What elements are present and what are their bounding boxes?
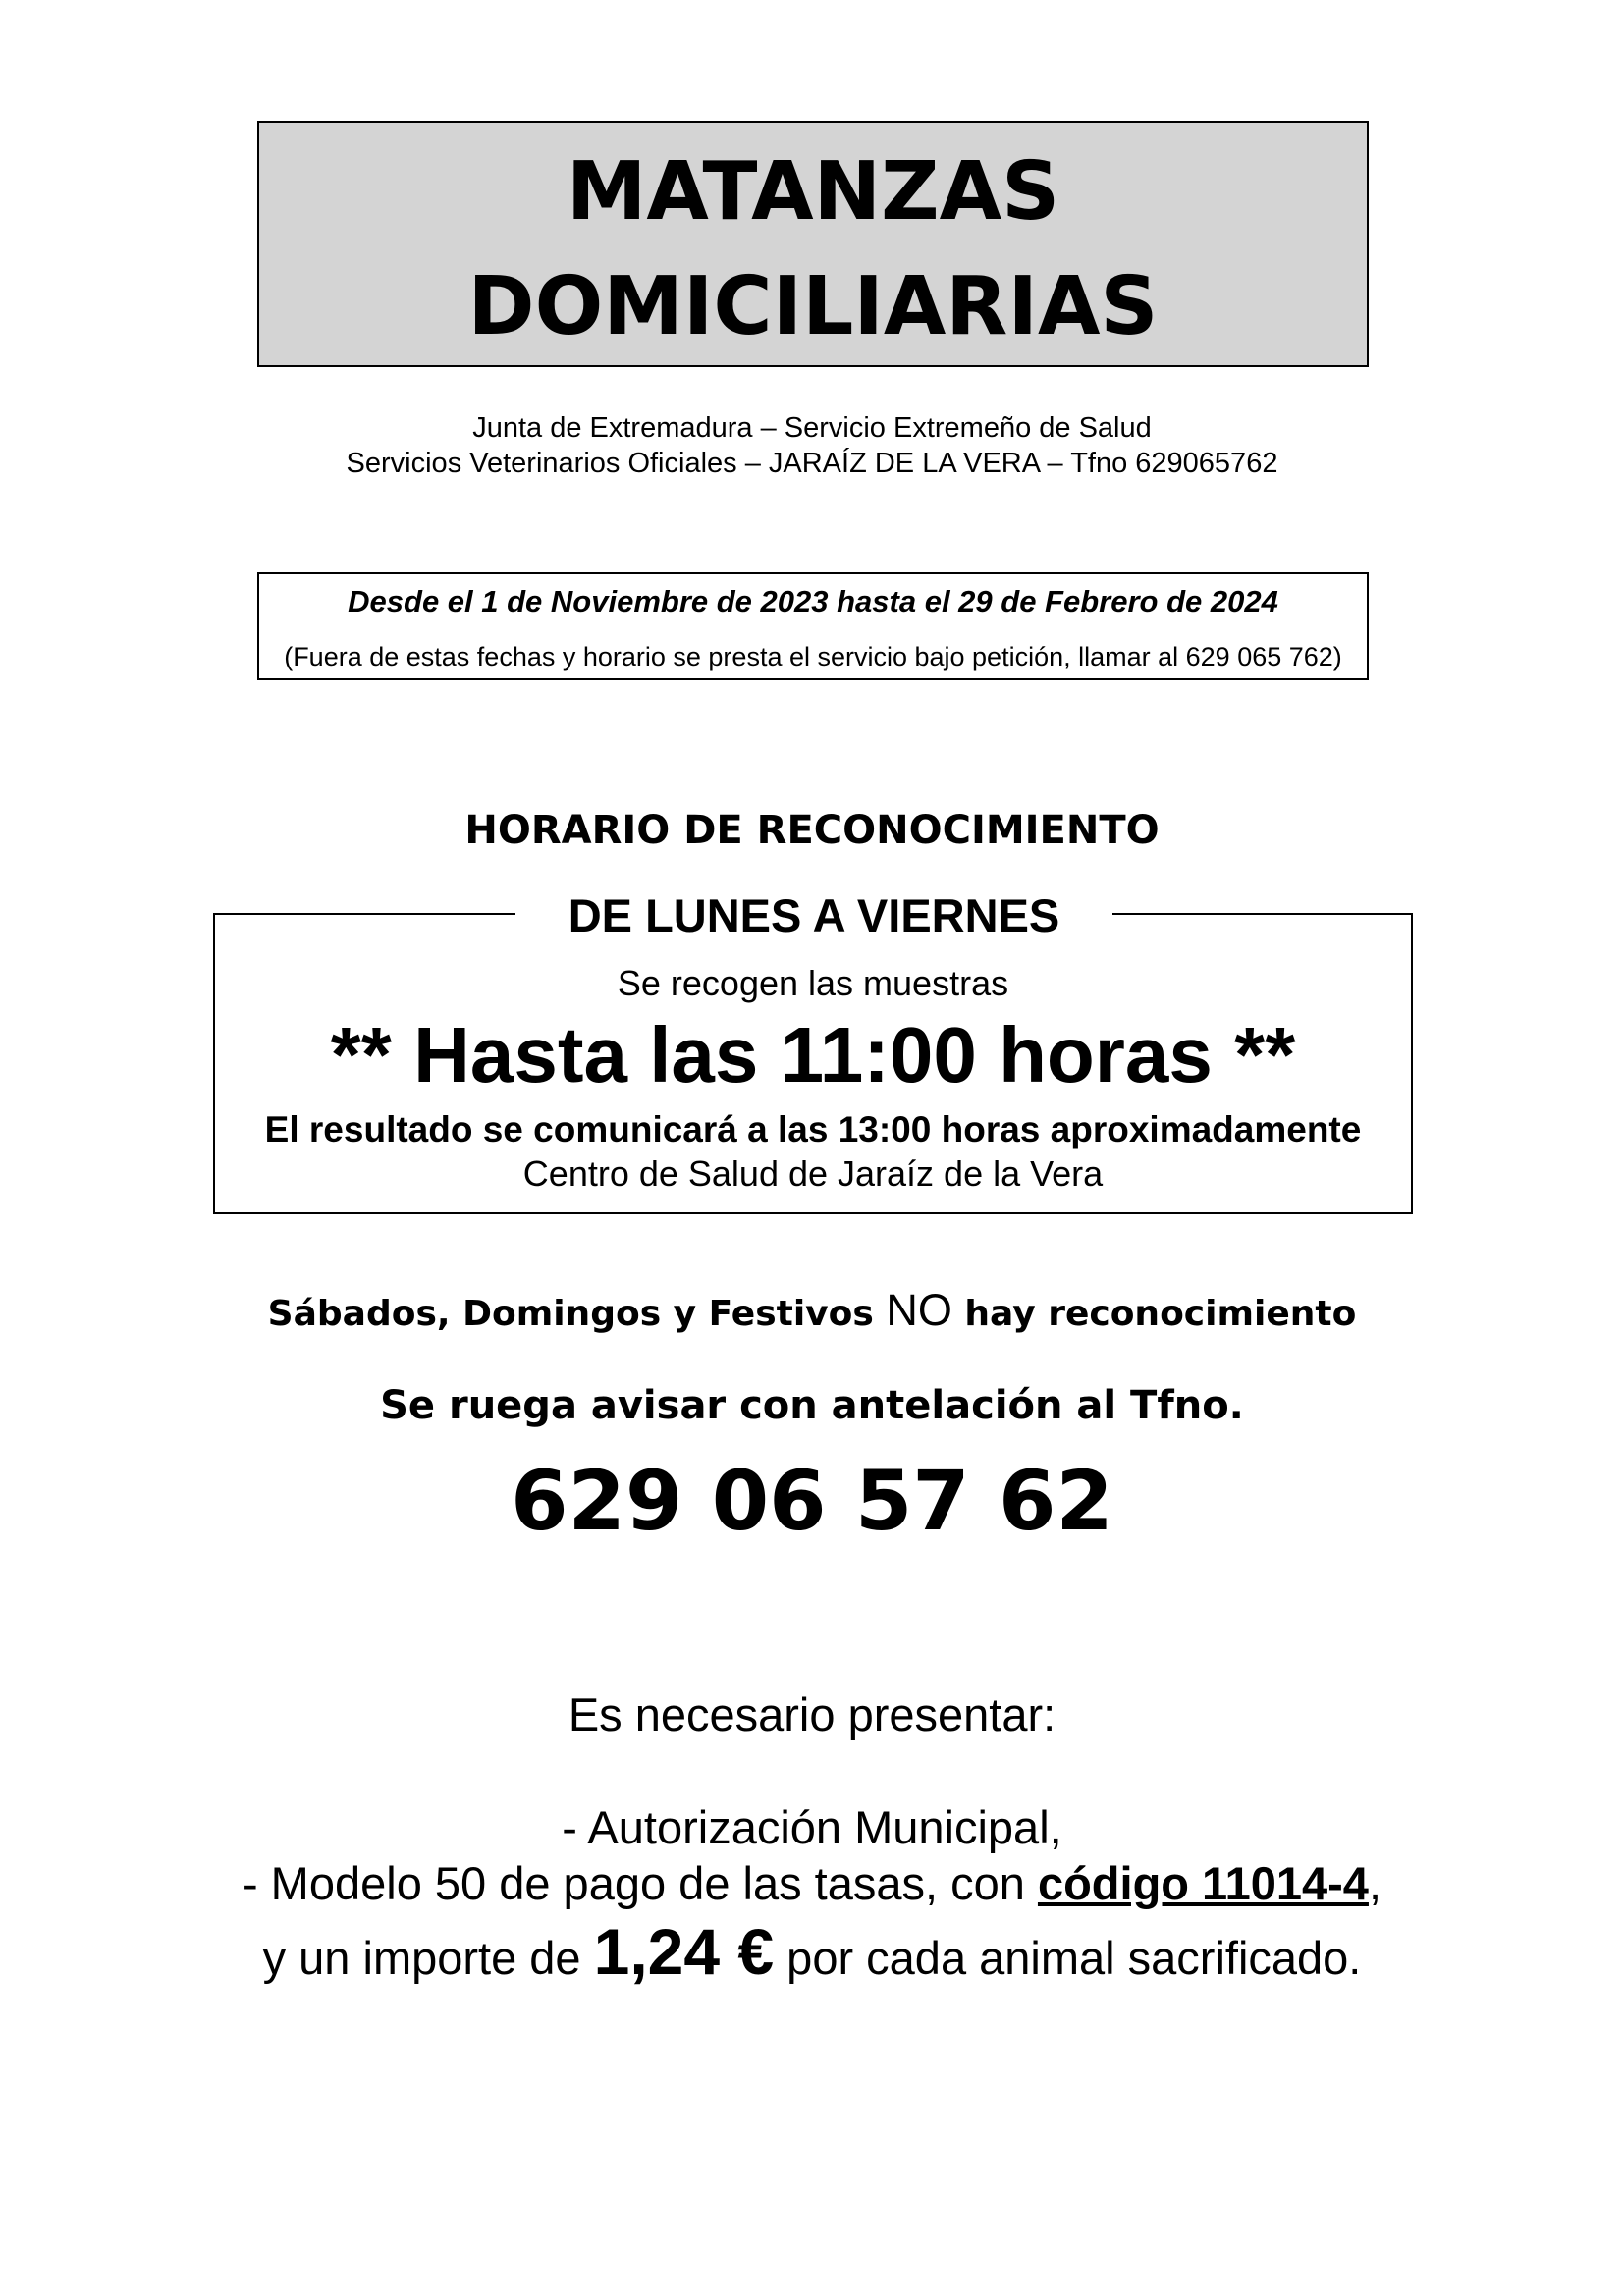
title-box [257, 121, 1369, 367]
requirement-municipal-authorization: - Autorización Municipal, [562, 1801, 1062, 1853]
weekend-notice [0, 1285, 1624, 1335]
schedule-heading: HORARIO DE RECONOCIMIENTO [464, 808, 1160, 853]
fee-text-after: por cada animal sacrificado. [774, 1932, 1362, 1984]
contact-request: Se ruega avisar con antelación al Tfno. [380, 1383, 1244, 1428]
requirement-fee [0, 1915, 1624, 1988]
schedule-deadline: ** Hasta las 11:00 horas ** [330, 1011, 1296, 1098]
dates-box [257, 572, 1369, 680]
model-50-comma: , [1368, 1857, 1382, 1909]
dates-range: Desde el 1 de Noviembre de 2023 hasta el 29 de Febrero de 2024 [348, 584, 1278, 618]
weekend-no-inspection: hay reconocimiento [951, 1294, 1357, 1334]
schedule-samples: Se recogen las muestras [617, 963, 1009, 1003]
model-50-text: - Modelo 50 de pago de las tasas, con [242, 1857, 1038, 1909]
title-line-2: DOMICILIARIAS [467, 260, 1159, 353]
schedule-location: Centro de Salud de Jaraíz de la Vera [522, 1153, 1104, 1194]
weekend-days: Sábados, Domingos y Festivos [267, 1294, 887, 1334]
weekend-no: NO [886, 1285, 952, 1335]
dates-note: (Fuera de estas fechas y horario se presta el servicio bajo petición, llamar al 629 065 762) [284, 642, 1342, 671]
tax-code: código 11014-4 [1037, 1857, 1369, 1909]
schedule-days-label: DE LUNES A VIERNES [515, 891, 1112, 940]
organization-line-2: Servicios Veterinarios Oficiales – JARAÍZ DE LA VERA – Tfno 629065762 [346, 448, 1278, 479]
title-line-1: MATANZAS [566, 145, 1060, 239]
requirements-intro: Es necesario presentar: [568, 1688, 1056, 1740]
requirement-model-50 [0, 1857, 1624, 1909]
contact-phone: 629 06 57 62 [511, 1453, 1113, 1549]
organization-line-1: Junta de Extremadura – Servicio Extremeño de Salud [472, 412, 1152, 444]
schedule-result: El resultado se comunicará a las 13:00 horas aproximadamente [264, 1109, 1362, 1149]
fee-text-before: y un importe de [262, 1932, 594, 1984]
fee-amount: 1,24 € [593, 1915, 775, 1988]
